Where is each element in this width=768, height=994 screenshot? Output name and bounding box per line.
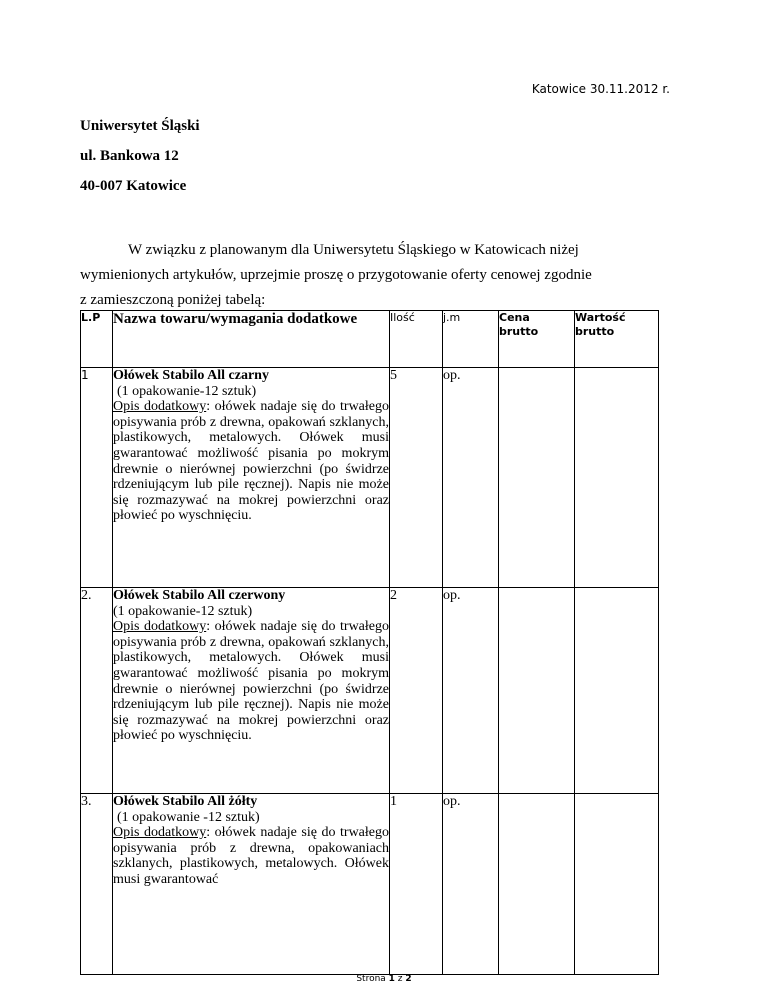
header-price-line2: brutto bbox=[499, 325, 539, 338]
item-pack: (1 opakowanie -12 sztuk) bbox=[117, 809, 260, 825]
desc-text: : ołówek nadaje się do trwałego opisywania prób z drewna, opakowań szklanych, plastikowych, metalowych. Ołówek musi gwarantować możliwość pisania po mokrym drewnie o nierównej powierzchni (po świdrze rdzeniującym lub pile ręcznej). Napis nie może się rozmazywać na mokrej powierzchni oraz płowieć po wyschnięciu. bbox=[113, 619, 389, 744]
item-title: Ołówek Stabilo All czerwony bbox=[113, 588, 286, 603]
desc-text: : ołówek nadaje się do trwałego opisywania prób z drewna, opakowaniach szklanych, plastikowych, metalowych. Ołówek musi gwarantować bbox=[113, 825, 389, 887]
header-value-line1: Wartość bbox=[575, 311, 626, 324]
header-unit: j.m bbox=[443, 311, 499, 368]
footer-page-number: 1 bbox=[388, 974, 395, 984]
row-unit: op. bbox=[443, 588, 499, 794]
item-pack: (1 opakowanie-12 sztuk) bbox=[113, 603, 253, 619]
table-header-row bbox=[81, 311, 659, 368]
item-pack: (1 opakowanie-12 sztuk) bbox=[117, 383, 257, 399]
row-value bbox=[575, 588, 659, 794]
row-unit: op. bbox=[443, 794, 499, 975]
desc-label: Opis dodatkowy bbox=[113, 619, 207, 635]
row-qty: 2 bbox=[390, 588, 443, 794]
row-price bbox=[499, 368, 575, 588]
row-description bbox=[113, 588, 390, 794]
offer-table bbox=[80, 310, 659, 975]
recipient-street: ul. Bankowa 12 bbox=[80, 148, 179, 164]
footer-page-total: 2 bbox=[405, 974, 412, 984]
row-description bbox=[113, 368, 390, 588]
row-unit: op. bbox=[443, 368, 499, 588]
header-qty: Ilość bbox=[390, 311, 443, 368]
recipient-city: 40-007 Katowice bbox=[80, 178, 187, 194]
page-footer bbox=[0, 974, 768, 984]
document-date: Katowice 30.11.2012 r. bbox=[531, 82, 670, 96]
header-value-line2: brutto bbox=[575, 325, 615, 338]
row-lp: 3. bbox=[81, 794, 113, 975]
row-price bbox=[499, 794, 575, 975]
row-value bbox=[575, 368, 659, 588]
header-price bbox=[499, 311, 575, 368]
desc-text: : ołówek nadaje się do trwałego opisywania prób z drewna, opakowań szklanych, plastikowych, metalowych. Ołówek musi gwarantować możliwość pisania po mokrym drewnie o nierównej powierzchni (po świdrze rdzeniującym lub pile ręcznej). Napis nie może się rozmazywać na mokrej powierzchni oraz płowieć po wyschnięciu. bbox=[113, 399, 389, 524]
header-lp: L.P bbox=[81, 311, 113, 368]
intro-line-2: wymienionych artykułów, uprzejmie proszę o przygotowanie oferty cenowej zgodnie bbox=[80, 267, 592, 283]
footer-prefix: Strona bbox=[356, 974, 389, 984]
item-title: Ołówek Stabilo All czarny bbox=[113, 368, 269, 383]
header-name: Nazwa towaru/wymagania dodatkowe bbox=[113, 311, 390, 368]
intro-paragraph bbox=[80, 238, 690, 313]
intro-line-3: z zamieszczoną poniżej tabelą: bbox=[80, 292, 266, 308]
row-price bbox=[499, 588, 575, 794]
intro-line-1: W związku z planowanym dla Uniwersytetu Śląskiego w Katowicach niżej bbox=[128, 242, 579, 258]
row-value bbox=[575, 794, 659, 975]
desc-label: Opis dodatkowy bbox=[113, 399, 207, 415]
header-value bbox=[575, 311, 659, 368]
desc-label: Opis dodatkowy bbox=[113, 825, 207, 841]
recipient-name: Uniwersytet Śląski bbox=[80, 118, 200, 134]
item-title: Ołówek Stabilo All żółty bbox=[113, 794, 258, 809]
table-row bbox=[81, 588, 659, 794]
row-qty: 1 bbox=[390, 794, 443, 975]
table-row bbox=[81, 368, 659, 588]
row-qty: 5 bbox=[390, 368, 443, 588]
row-lp: 1 bbox=[81, 368, 113, 588]
header-price-line1: Cena bbox=[499, 311, 530, 324]
footer-separator: z bbox=[394, 974, 406, 984]
table-row bbox=[81, 794, 659, 975]
row-description bbox=[113, 794, 390, 975]
row-lp: 2. bbox=[81, 588, 113, 794]
